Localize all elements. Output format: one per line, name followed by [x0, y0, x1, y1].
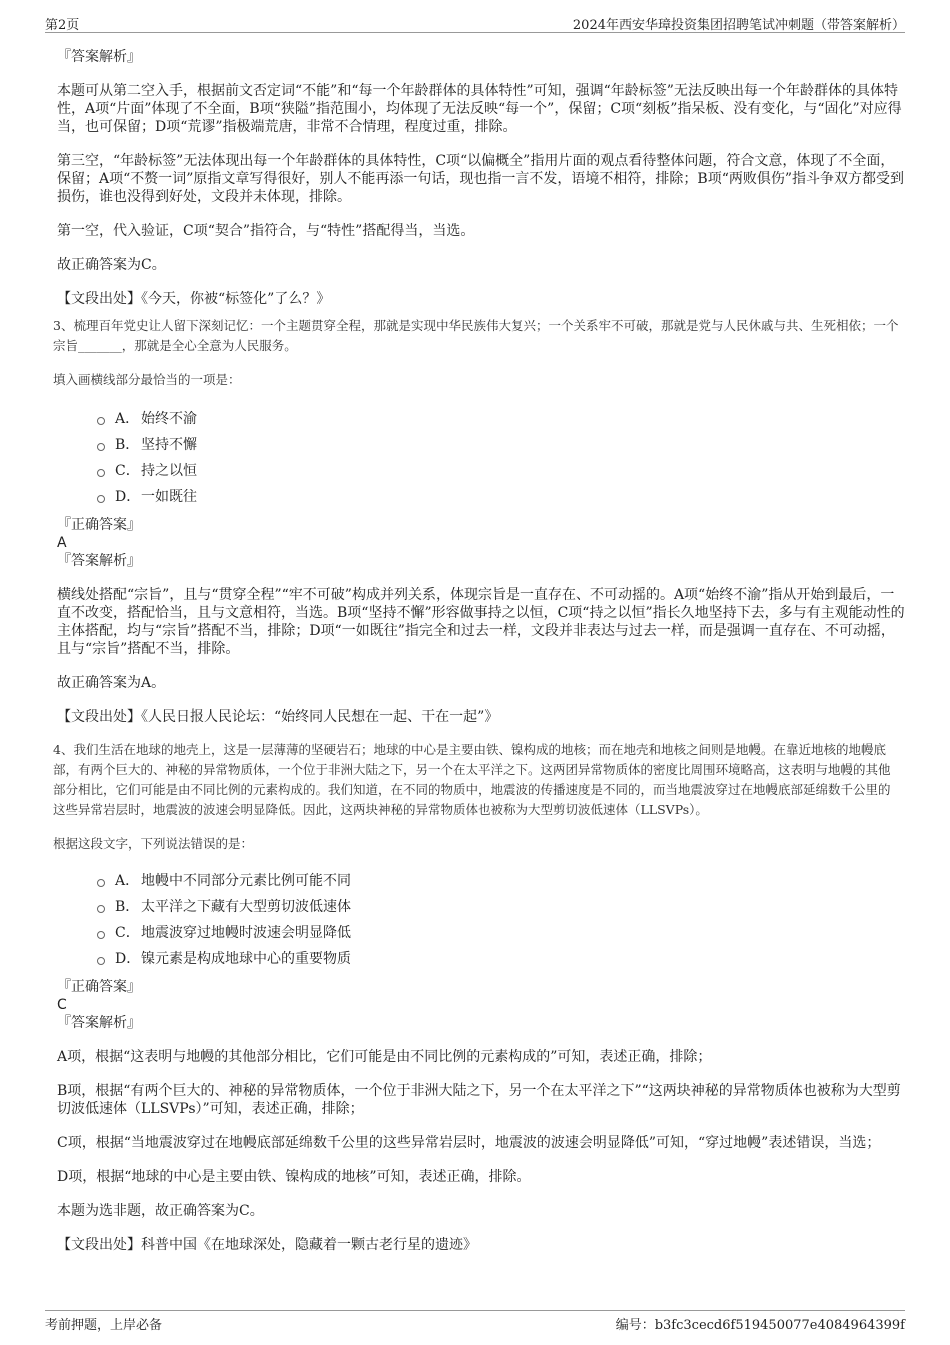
page-header — [45, 12, 905, 33]
q4-stem — [53, 740, 901, 820]
q3-source-text: 《人民日报人民论坛：“始终同人民想在一起、干在一起”》 — [141, 709, 499, 725]
radio-icon[interactable] — [97, 957, 105, 965]
source-label: 【文段出处】 — [57, 291, 141, 307]
radio-icon[interactable] — [97, 931, 105, 939]
document-title: 2024年西安华璋投资集团招聘笔试冲刺题（带答案解析） — [572, 18, 905, 33]
q2-source — [57, 290, 905, 308]
q4-stem-text: 我们生活在地球的地壳上，这是一层薄薄的坚硬岩石；地球的中心是主要由铁、镍构成的地核；而在地壳和地核之间则是地幔。在靠近地核的地幔底部，有两个巨大的、神秘的异常物质体，一个位于非洲大陆之下，另一个在太平洋之下。这两团异常物质体的密度比周围环境略高，这表明与地幔的其他部分相比，它们可能是由不同比例的元素构成的。我们知道，在不同的物质中，地震波的传播速度是不同的，而当地震波穿过在地幔底部延绵数千公里的这些异常岩层时，地震波的波速会明显降低。因此，这两块神秘的异常物质体也被称为大型剪切波低速体（LLSVPs）。 — [53, 742, 891, 817]
q4-options — [57, 868, 905, 972]
q3-prompt: 填入画横线部分最恰当的一项是： — [53, 372, 241, 387]
q3-option-a[interactable]: A． 始终不渝 — [57, 406, 905, 432]
q3-stem-text: 梳理百年党史让人留下深刻记忆：一个主题贯穿全程，那就是实现中华民族伟大复兴；一个关系牢不可破，那就是党与人民休戚与共、生死相依；一个宗旨_______，那就是全心全意为人民服务。 — [53, 318, 899, 353]
q3-option-b[interactable]: B． 坚持不懈 — [57, 432, 905, 458]
analysis-label: 『答案解析』 — [57, 553, 141, 569]
code-label: 编号： — [615, 1318, 655, 1333]
q3-answer: A — [57, 535, 67, 551]
q4-number: 4、 — [53, 742, 74, 757]
radio-icon[interactable] — [97, 905, 105, 913]
q2-analysis-p1: 本题可从第二空入手，根据前文否定词“不能”和“每一个年龄群体的具体特性”可知，强调“年龄标签”无法反映出每一个年龄群体的具体特性，A项“片面”体现了不全面，B项“狭隘”指范围小，均体现了无法反映“每一个”，保留；C项“刻板”指呆板、没有变化，与“固化”对应得当，也可保留；D项“荒谬”指极端荒唐，非常不合情理，程度过重，排除。 — [57, 83, 902, 135]
q2-analysis-p2: 第三空，“年龄标签”无法体现出每一个年龄群体的具体特性，C项“以偏概全”指用片面的观点看待整体问题，符合文意，体现了不全面，保留；A项“不赘一词”原指文章写得很好，别人不能再添一句话，现也指一言不发，语境不相符，排除；B项“两败俱伤”指斗争双方都受到损伤，谁也没得到好处，文段并未体现，排除。 — [57, 153, 905, 205]
q3-option-d[interactable]: D．一如既往 — [57, 484, 905, 510]
q3-conclusion: 故正确答案为A。 — [57, 675, 166, 691]
q3-options — [57, 406, 905, 510]
q4-option-c[interactable]: C．地震波穿过地幔时波速会明显降低 — [57, 920, 905, 946]
analysis-label: 『答案解析』 — [57, 49, 141, 65]
page-number: 第2页 — [45, 18, 80, 33]
q4-analysis-b: B项，根据“有两个巨大的、神秘的异常物质体，一个位于非洲大陆之下，另一个在太平洋之下”“这两块神秘的异常物质体也被称为大型剪切波低速体（LLSVPs）”可知，表述正确，排除； — [57, 1083, 901, 1117]
radio-icon[interactable] — [97, 417, 105, 425]
q4-analysis-a: A项，根据“这表明与地幔的其他部分相比，它们可能是由不同比例的元素构成的”可知，表述正确，排除； — [57, 1049, 712, 1065]
q4-analysis-c: C项，根据“当地震波穿过在地幔底部延绵数千公里的这些异常岩层时，地震波的波速会明显降低”可知，“穿过地幔”表述错误，当选； — [57, 1135, 881, 1151]
footer-note: 考前押题，上岸必备 — [45, 1318, 163, 1333]
q3-option-c[interactable]: C．持之以恒 — [57, 458, 905, 484]
q3-number: 3、 — [53, 318, 74, 333]
q4-answer: C — [57, 997, 67, 1013]
q4-analysis-d: D项，根据“地球的中心是主要由铁、镍构成的地核”可知，表述正确，排除。 — [57, 1169, 531, 1185]
q4-option-a[interactable]: A． 地幔中不同部分元素比例可能不同 — [57, 868, 905, 894]
source-label: 【文段出处】 — [57, 709, 141, 725]
q4-prompt: 根据这段文字，下列说法错误的是： — [53, 836, 254, 851]
q4-source-text: 科普中国《在地球深处，隐藏着一颗古老行星的遗迹》 — [141, 1237, 477, 1253]
radio-icon[interactable] — [97, 879, 105, 887]
q3-stem — [53, 316, 901, 356]
radio-icon[interactable] — [97, 443, 105, 451]
correct-answer-label: 『正确答案』 — [57, 517, 141, 533]
q3-analysis: 横线处搭配“宗旨”，且与“贯穿全程”“牢不可破”构成并列关系，体现宗旨是一直存在、不可动摇的。A项“始终不渝”指从开始到最后，一直不改变，搭配恰当，且与文意相符，当选。B项“坚持不懈”形容做事持之以恒，C项“持之以恒”指长久地坚持下去，多与有主观能动性的主体搭配，均与“宗旨”搭配不当，排除；D项“一如既往”指完全和过去一样，文段并非表达与过去一样，而是强调一直存在、不可动摇，且与“宗旨”搭配不当，排除。 — [57, 587, 905, 657]
radio-icon[interactable] — [97, 495, 105, 503]
code-value: b3fc3cecd6f519450077e4084964399f — [654, 1318, 905, 1333]
radio-icon[interactable] — [97, 469, 105, 477]
q2-conclusion: 故正确答案为C。 — [57, 257, 166, 273]
analysis-label: 『答案解析』 — [57, 1015, 141, 1031]
page-content — [53, 48, 905, 1254]
correct-answer-label: 『正确答案』 — [57, 979, 141, 995]
q4-conclusion: 本题为选非题，故正确答案为C。 — [57, 1203, 264, 1219]
q4-option-b[interactable]: B． 太平洋之下藏有大型剪切波低速体 — [57, 894, 905, 920]
q4-source — [57, 1236, 905, 1254]
q4-option-d[interactable]: D．镍元素是构成地球中心的重要物质 — [57, 946, 905, 972]
source-label: 【文段出处】 — [57, 1237, 141, 1253]
page-footer — [45, 1310, 905, 1333]
q2-analysis-p3: 第一空，代入验证，C项“契合”指符合，与“特性”搭配得当，当选。 — [57, 223, 475, 239]
q2-source-text: 《今天，你被“标签化”了么？》 — [141, 291, 331, 307]
q3-source — [57, 708, 905, 726]
document-code — [616, 1314, 905, 1333]
